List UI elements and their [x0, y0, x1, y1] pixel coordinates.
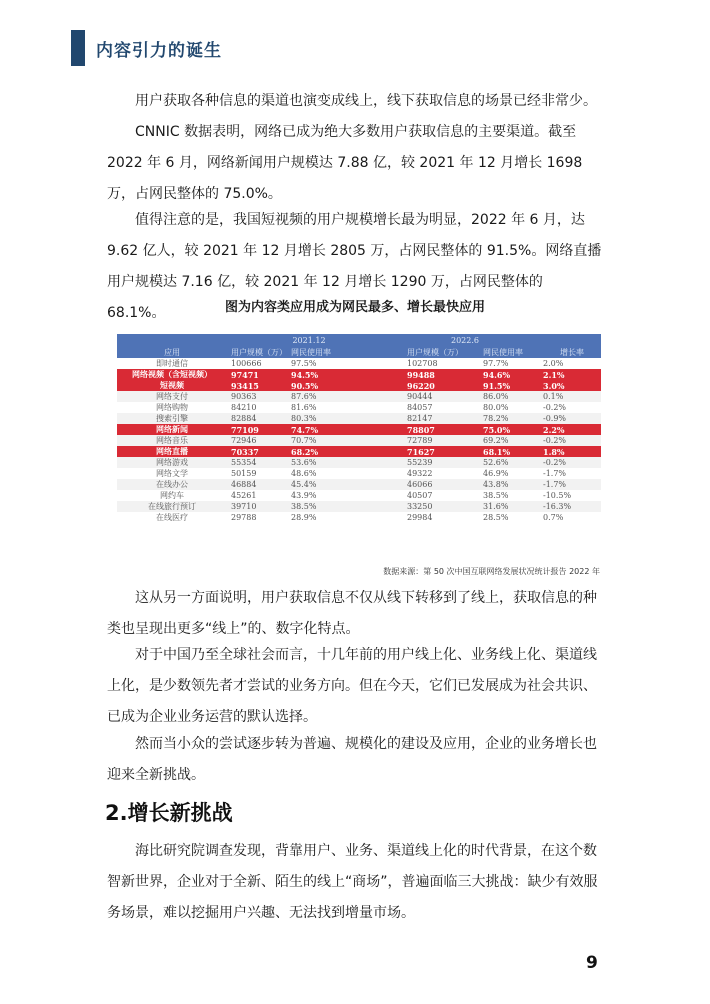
cell-users-2022: 102708 — [391, 358, 479, 369]
table-row — [117, 501, 601, 512]
cell-rate-2021: 80.3% — [289, 413, 391, 424]
period-2021-label: 2021.12 — [227, 334, 391, 347]
cell-app: 网络支付 — [117, 391, 227, 402]
cell-users-2022: 82147 — [391, 413, 479, 424]
cell-users-2022: 78807 — [391, 424, 479, 435]
cell-rate-2021: 45.4% — [289, 479, 391, 490]
cell-users-2022: 33250 — [391, 501, 479, 512]
cell-rate-2021: 90.5% — [289, 380, 391, 391]
cell-users-2021: 29788 — [227, 512, 289, 523]
cell-rate-2021: 28.9% — [289, 512, 391, 523]
cell-app: 网络文学 — [117, 468, 227, 479]
cell-growth: -0.2% — [539, 435, 601, 446]
cell-app: 即时通信 — [117, 358, 227, 369]
cell-app: 短视频 — [117, 380, 227, 391]
cell-rate-2022: 46.9% — [479, 468, 539, 479]
column-header-growth: 增长率 — [539, 347, 601, 358]
table-row — [117, 468, 601, 479]
table-period-header — [117, 334, 601, 347]
cell-rate-2022: 86.0% — [479, 391, 539, 402]
cell-rate-2021: 81.6% — [289, 402, 391, 413]
cell-users-2021: 39710 — [227, 501, 289, 512]
cell-rate-2022: 68.1% — [479, 446, 539, 457]
column-header-users-2022: 用户规模（万） — [391, 347, 479, 358]
table-row — [117, 358, 601, 369]
paragraph-5: 对于中国乃至全球社会而言，十几年前的用户线上化、业务线上化、渠道线上化，是少数领先者才尝试的业务方向。但在今天，它们已发展成为社会共识、已成为企业业务运营的默认选择。 — [107, 647, 597, 725]
cell-users-2022: 71627 — [391, 446, 479, 457]
cell-rate-2021: 48.6% — [289, 468, 391, 479]
page-header-title: 内容引力的诞生 — [96, 41, 222, 61]
cell-rate-2022: 94.6% — [479, 369, 539, 380]
cell-users-2022: 49322 — [391, 468, 479, 479]
cell-users-2021: 70337 — [227, 446, 289, 457]
cell-rate-2021: 38.5% — [289, 501, 391, 512]
cell-users-2021: 90363 — [227, 391, 289, 402]
cell-rate-2021: 43.9% — [289, 490, 391, 501]
cell-growth: -0.2% — [539, 402, 601, 413]
cell-app: 搜索引擎 — [117, 413, 227, 424]
app-usage-table — [117, 334, 601, 523]
paragraph-3: 值得注意的是，我国短视频的用户规模增长最为明显，2022 年 6 月，达 9.62 亿人，较 2021 年 12 月增长 2805 万，占网民整体的 91.5%。网络直播用户规模达 7.16 亿，较 2021 年 12 月增长 1290 万，占网民整体的 68.1%。 — [107, 212, 602, 321]
cell-users-2022: 99488 — [391, 369, 479, 380]
cell-app: 网络游戏 — [117, 457, 227, 468]
cell-growth: 2.2% — [539, 424, 601, 435]
section-heading: 2.增长新挑战 — [105, 801, 233, 825]
cell-rate-2022: 43.8% — [479, 479, 539, 490]
paragraph-7: 海比研究院调查发现，背靠用户、业务、渠道线上化的时代背景，在这个数智新世界，企业对于全新、陌生的线上“商场”，普遍面临三大挑战：缺少有效服务场景，难以挖掘用户兴趣、无法找到增量市场。 — [107, 843, 598, 921]
cell-users-2021: 100666 — [227, 358, 289, 369]
table-column-header — [117, 347, 601, 358]
figure-title: 图为内容类应用成为网民最多、增长最快应用 — [224, 300, 485, 315]
table-row — [117, 369, 601, 380]
app-usage-table-container — [117, 334, 601, 523]
table-row — [117, 413, 601, 424]
paragraph-2: CNNIC 数据表明，网络已成为绝大多数用户获取信息的主要渠道。截至 2022 年 6 月，网络新闻用户规模达 7.88 亿，较 2021 年 12 月增长 1698 万，占网民整体的 75.0%。 — [107, 124, 583, 202]
cell-users-2021: 50159 — [227, 468, 289, 479]
cell-growth: -10.5% — [539, 490, 601, 501]
cell-rate-2022: 52.6% — [479, 457, 539, 468]
cell-rate-2022: 38.5% — [479, 490, 539, 501]
cell-rate-2022: 75.0% — [479, 424, 539, 435]
table-row — [117, 512, 601, 523]
cell-rate-2021: 70.7% — [289, 435, 391, 446]
cell-app: 在线办公 — [117, 479, 227, 490]
cell-app: 网络直播 — [117, 446, 227, 457]
cell-growth: 2.0% — [539, 358, 601, 369]
cell-users-2021: 84210 — [227, 402, 289, 413]
figure-source: 数据来源：第 50 次中国互联网络发展状况统计报告 2022 年 — [383, 567, 600, 576]
cell-rate-2022: 78.2% — [479, 413, 539, 424]
cell-users-2021: 72946 — [227, 435, 289, 446]
column-header-app: 应用 — [117, 347, 227, 358]
cell-growth: -1.7% — [539, 479, 601, 490]
cell-users-2021: 82884 — [227, 413, 289, 424]
paragraph-4: 这从另一方面说明，用户获取信息不仅从线下转移到了线上，获取信息的种类也呈现出更多“线上”的、数字化特点。 — [107, 590, 597, 637]
cell-rate-2022: 80.0% — [479, 402, 539, 413]
cell-app: 网络新闻 — [117, 424, 227, 435]
cell-rate-2021: 68.2% — [289, 446, 391, 457]
cell-rate-2021: 94.5% — [289, 369, 391, 380]
table-row — [117, 435, 601, 446]
table-row — [117, 457, 601, 468]
cell-growth: -0.2% — [539, 457, 601, 468]
paragraph-1: 用户获取各种信息的渠道也演变成线上，线下获取信息的场景已经非常少。 — [135, 93, 597, 109]
table-row — [117, 402, 601, 413]
cell-users-2022: 46066 — [391, 479, 479, 490]
cell-app: 网络音乐 — [117, 435, 227, 446]
header-accent-bar — [71, 30, 85, 66]
table-row — [117, 380, 601, 391]
cell-users-2021: 45261 — [227, 490, 289, 501]
cell-growth: -0.9% — [539, 413, 601, 424]
cell-users-2022: 72789 — [391, 435, 479, 446]
paragraph-6: 然而当小众的尝试逐步转为普遍、规模化的建设及应用，企业的业务增长也迎来全新挑战。 — [107, 736, 597, 783]
cell-users-2021: 93415 — [227, 380, 289, 391]
cell-app: 网约车 — [117, 490, 227, 501]
cell-users-2021: 77109 — [227, 424, 289, 435]
cell-rate-2022: 31.6% — [479, 501, 539, 512]
cell-app: 在线医疗 — [117, 512, 227, 523]
cell-users-2022: 29984 — [391, 512, 479, 523]
cell-users-2021: 97471 — [227, 369, 289, 380]
column-header-rate-2021: 网民使用率 — [289, 347, 391, 358]
table-row — [117, 479, 601, 490]
cell-users-2021: 55354 — [227, 457, 289, 468]
cell-growth: 2.1% — [539, 369, 601, 380]
period-2022-label: 2022.6 — [391, 334, 539, 347]
cell-growth: -1.7% — [539, 468, 601, 479]
cell-app: 网络视频（含短视频） — [117, 369, 227, 380]
column-header-rate-2022: 网民使用率 — [479, 347, 539, 358]
cell-rate-2021: 87.6% — [289, 391, 391, 402]
cell-users-2022: 55239 — [391, 457, 479, 468]
table-row — [117, 490, 601, 501]
cell-users-2022: 84057 — [391, 402, 479, 413]
cell-rate-2021: 74.7% — [289, 424, 391, 435]
cell-growth: 3.0% — [539, 380, 601, 391]
cell-rate-2022: 69.2% — [479, 435, 539, 446]
column-header-users-2021: 用户规模（万） — [227, 347, 289, 358]
cell-rate-2022: 28.5% — [479, 512, 539, 523]
cell-rate-2021: 53.6% — [289, 457, 391, 468]
cell-rate-2022: 97.7% — [479, 358, 539, 369]
cell-users-2022: 96220 — [391, 380, 479, 391]
cell-users-2021: 46884 — [227, 479, 289, 490]
cell-rate-2021: 97.5% — [289, 358, 391, 369]
cell-growth: 0.1% — [539, 391, 601, 402]
cell-users-2022: 90444 — [391, 391, 479, 402]
table-row — [117, 446, 601, 457]
cell-growth: 0.7% — [539, 512, 601, 523]
cell-app: 在线旅行预订 — [117, 501, 227, 512]
cell-growth: 1.8% — [539, 446, 601, 457]
cell-app: 网络购物 — [117, 402, 227, 413]
cell-rate-2022: 91.5% — [479, 380, 539, 391]
cell-users-2022: 40507 — [391, 490, 479, 501]
table-row — [117, 391, 601, 402]
cell-growth: -16.3% — [539, 501, 601, 512]
table-row — [117, 424, 601, 435]
page-number: 9 — [586, 953, 598, 973]
